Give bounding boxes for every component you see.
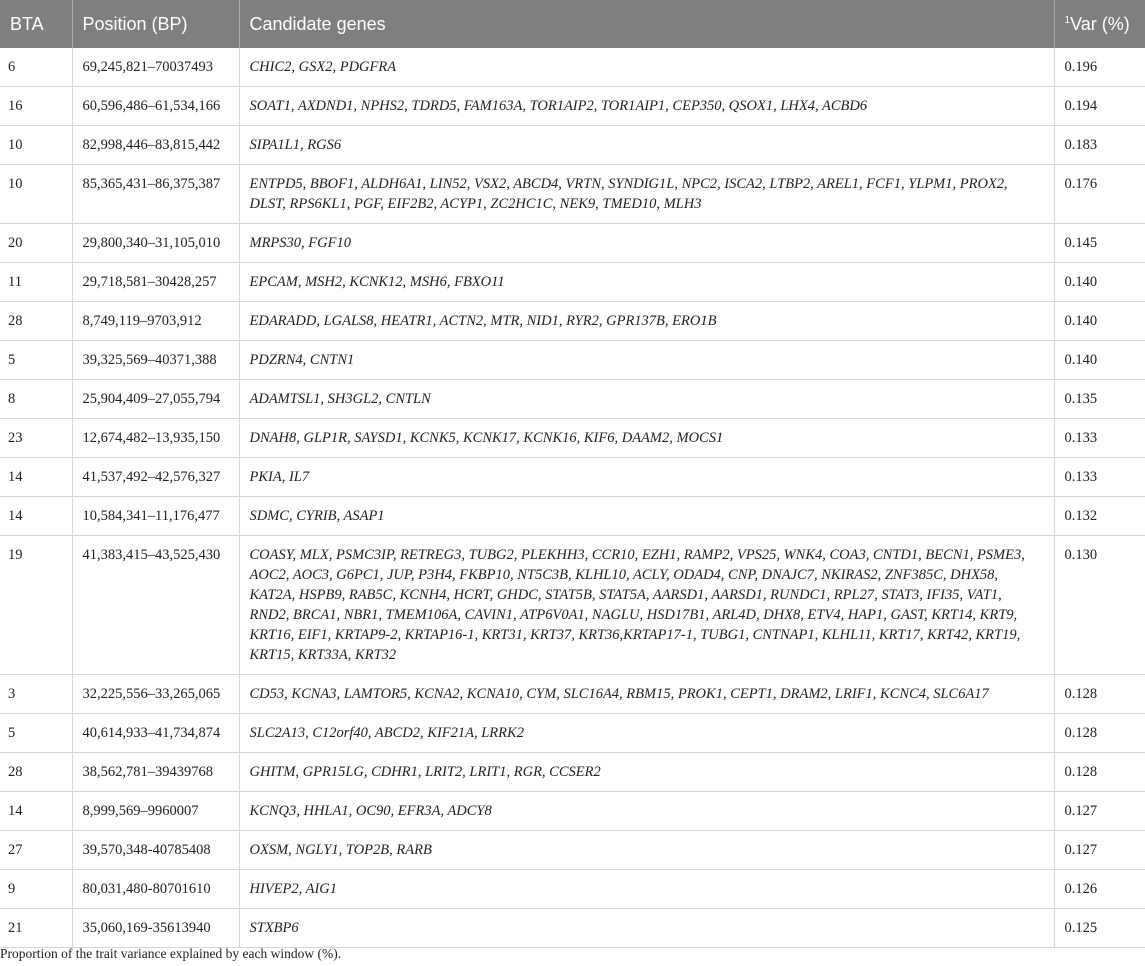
cell-bta: 5 <box>0 341 72 380</box>
cell-position: 41,383,415–43,525,430 <box>72 536 239 675</box>
table-row <box>0 497 1145 536</box>
cell-genes: SIPA1L1, RGS6 <box>239 126 1054 165</box>
cell-genes: EDARADD, LGALS8, HEATR1, ACTN2, MTR, NID1, RYR2, GPR137B, ERO1B <box>239 302 1054 341</box>
table-row <box>0 792 1145 831</box>
header-row <box>0 0 1145 48</box>
cell-genes: ENTPD5, BBOF1, ALDH6A1, LIN52, VSX2, ABCD4, VRTN, SYNDIG1L, NPC2, ISCA2, LTBP2, AREL1, FCF1, YLPM1, PROX2, DLST, RPS6KL1, PGF, EIF2B2, ACYP1, ZC2HC1C, NEK9, TMED10, MLH3 <box>239 165 1054 224</box>
cell-bta: 14 <box>0 458 72 497</box>
table-row <box>0 263 1145 302</box>
cell-genes: DNAH8, GLP1R, SAYSD1, KCNK5, KCNK17, KCNK16, KIF6, DAAM2, MOCS1 <box>239 419 1054 458</box>
header-var-label: Var (%) <box>1070 13 1130 34</box>
cell-position: 85,365,431–86,375,387 <box>72 165 239 224</box>
cell-bta: 8 <box>0 380 72 419</box>
cell-var: 0.176 <box>1054 165 1145 224</box>
table-row <box>0 458 1145 497</box>
cell-genes: MRPS30, FGF10 <box>239 224 1054 263</box>
cell-position: 60,596,486–61,534,166 <box>72 87 239 126</box>
table-row <box>0 419 1145 458</box>
cell-position: 25,904,409–27,055,794 <box>72 380 239 419</box>
table-row <box>0 753 1145 792</box>
table-row <box>0 380 1145 419</box>
cell-position: 12,674,482–13,935,150 <box>72 419 239 458</box>
cell-var: 0.135 <box>1054 380 1145 419</box>
cell-position: 35,060,169-35613940 <box>72 909 239 948</box>
cell-var: 0.127 <box>1054 792 1145 831</box>
cell-position: 80,031,480-80701610 <box>72 870 239 909</box>
cell-bta: 16 <box>0 87 72 126</box>
cell-bta: 6 <box>0 48 72 87</box>
cell-genes: GHITM, GPR15LG, CDHR1, LRIT2, LRIT1, RGR, CCSER2 <box>239 753 1054 792</box>
cell-position: 8,999,569–9960007 <box>72 792 239 831</box>
cell-position: 8,749,119–9703,912 <box>72 302 239 341</box>
cell-bta: 20 <box>0 224 72 263</box>
cell-position: 29,800,340–31,105,010 <box>72 224 239 263</box>
table-row <box>0 675 1145 714</box>
cell-position: 10,584,341–11,176,477 <box>72 497 239 536</box>
cell-genes: CHIC2, GSX2, PDGFRA <box>239 48 1054 87</box>
cell-var: 0.194 <box>1054 87 1145 126</box>
cell-var: 0.128 <box>1054 714 1145 753</box>
cell-genes: SLC2A13, C12orf40, ABCD2, KIF21A, LRRK2 <box>239 714 1054 753</box>
cell-var: 0.125 <box>1054 909 1145 948</box>
cell-var: 0.128 <box>1054 753 1145 792</box>
cell-var: 0.130 <box>1054 536 1145 675</box>
cell-var: 0.140 <box>1054 263 1145 302</box>
cell-genes: EPCAM, MSH2, KCNK12, MSH6, FBXO11 <box>239 263 1054 302</box>
table-row <box>0 831 1145 870</box>
cell-genes: OXSM, NGLY1, TOP2B, RARB <box>239 831 1054 870</box>
cell-var: 0.140 <box>1054 302 1145 341</box>
cell-var: 0.140 <box>1054 341 1145 380</box>
header-var <box>1054 0 1145 48</box>
cell-var: 0.127 <box>1054 831 1145 870</box>
cell-genes: HIVEP2, AIG1 <box>239 870 1054 909</box>
cell-genes: STXBP6 <box>239 909 1054 948</box>
cell-var: 0.126 <box>1054 870 1145 909</box>
header-var-footnote-mark: 1 <box>1064 14 1071 26</box>
cell-bta: 10 <box>0 126 72 165</box>
cell-bta: 14 <box>0 497 72 536</box>
cell-genes: CD53, KCNA3, LAMTOR5, KCNA2, KCNA10, CYM, SLC16A4, RBM15, PROK1, CEPT1, DRAM2, LRIF1, KCNC4, SLC6A17 <box>239 675 1054 714</box>
cell-position: 39,570,348-40785408 <box>72 831 239 870</box>
table-body <box>0 48 1145 948</box>
table-row <box>0 870 1145 909</box>
cell-var: 0.196 <box>1054 48 1145 87</box>
cell-genes: SOAT1, AXDND1, NPHS2, TDRD5, FAM163A, TOR1AIP2, TOR1AIP1, CEP350, QSOX1, LHX4, ACBD6 <box>239 87 1054 126</box>
cell-position: 38,562,781–39439768 <box>72 753 239 792</box>
cell-bta: 21 <box>0 909 72 948</box>
cell-genes: ADAMTSL1, SH3GL2, CNTLN <box>239 380 1054 419</box>
header-genes: Candidate genes <box>239 0 1054 48</box>
cell-position: 41,537,492–42,576,327 <box>72 458 239 497</box>
cell-position: 29,718,581–30428,257 <box>72 263 239 302</box>
table-row <box>0 224 1145 263</box>
cell-position: 40,614,933–41,734,874 <box>72 714 239 753</box>
table-footnote: Proportion of the trait variance explained by each window (%). <box>0 946 342 961</box>
cell-position: 39,325,569–40371,388 <box>72 341 239 380</box>
cell-bta: 27 <box>0 831 72 870</box>
table-row <box>0 536 1145 675</box>
table-header <box>0 0 1145 48</box>
cell-genes: COASY, MLX, PSMC3IP, RETREG3, TUBG2, PLEKHH3, CCR10, EZH1, RAMP2, VPS25, WNK4, COA3, CNTD1, BECN1, PSME3, AOC2, AOC3, G6PC1, JUP, P3H4, FKBP10, NT5C3B, KLHL10, ACLY, ODAD4, CNP, DNAJC7, NKIRAS2, ZNF385C, DHX58, KAT2A, HSPB9, RAB5C, KCNH4, HCRT, GHDC, STAT5B, STAT5A, AARSD1, AARSD1, RUNDC1, RPL27, STAT3, IFI35, VAT1, RND2, BRCA1, NBR1, TMEM106A, CAVIN1, ATP6V0A1, NAGLU, HSD17B1, ARL4D, DHX8, ETV4, HAP1, GAST, KRT14, KRT9, KRT16, EIF1, KRTAP9-2, KRTAP16-1, KRT31, KRT37, KRT36,KRTAP17-1, TUBG1, CNTNAP1, KLHL11, KRT17, KRT42, KRT19, KRT15, KRT33A, KRT32 <box>239 536 1054 675</box>
table-row <box>0 126 1145 165</box>
cell-var: 0.128 <box>1054 675 1145 714</box>
cell-bta: 19 <box>0 536 72 675</box>
cell-bta: 14 <box>0 792 72 831</box>
cell-bta: 28 <box>0 302 72 341</box>
table-row <box>0 714 1145 753</box>
cell-genes: SDMC, CYRIB, ASAP1 <box>239 497 1054 536</box>
cell-bta: 28 <box>0 753 72 792</box>
table-row <box>0 48 1145 87</box>
table-row <box>0 341 1145 380</box>
cell-var: 0.133 <box>1054 419 1145 458</box>
header-bta: BTA <box>0 0 72 48</box>
cell-genes: KCNQ3, HHLA1, OC90, EFR3A, ADCY8 <box>239 792 1054 831</box>
table-row <box>0 165 1145 224</box>
cell-position: 82,998,446–83,815,442 <box>72 126 239 165</box>
cell-genes: PKIA, IL7 <box>239 458 1054 497</box>
cell-var: 0.133 <box>1054 458 1145 497</box>
table-row <box>0 87 1145 126</box>
cell-position: 32,225,556–33,265,065 <box>72 675 239 714</box>
table-row <box>0 302 1145 341</box>
cell-bta: 11 <box>0 263 72 302</box>
cell-bta: 3 <box>0 675 72 714</box>
cell-bta: 5 <box>0 714 72 753</box>
cell-bta: 10 <box>0 165 72 224</box>
cell-bta: 9 <box>0 870 72 909</box>
cell-bta: 23 <box>0 419 72 458</box>
cell-genes: PDZRN4, CNTN1 <box>239 341 1054 380</box>
cell-position: 69,245,821–70037493 <box>72 48 239 87</box>
cell-var: 0.183 <box>1054 126 1145 165</box>
table-row <box>0 909 1145 948</box>
header-position: Position (BP) <box>72 0 239 48</box>
cell-var: 0.145 <box>1054 224 1145 263</box>
cell-var: 0.132 <box>1054 497 1145 536</box>
